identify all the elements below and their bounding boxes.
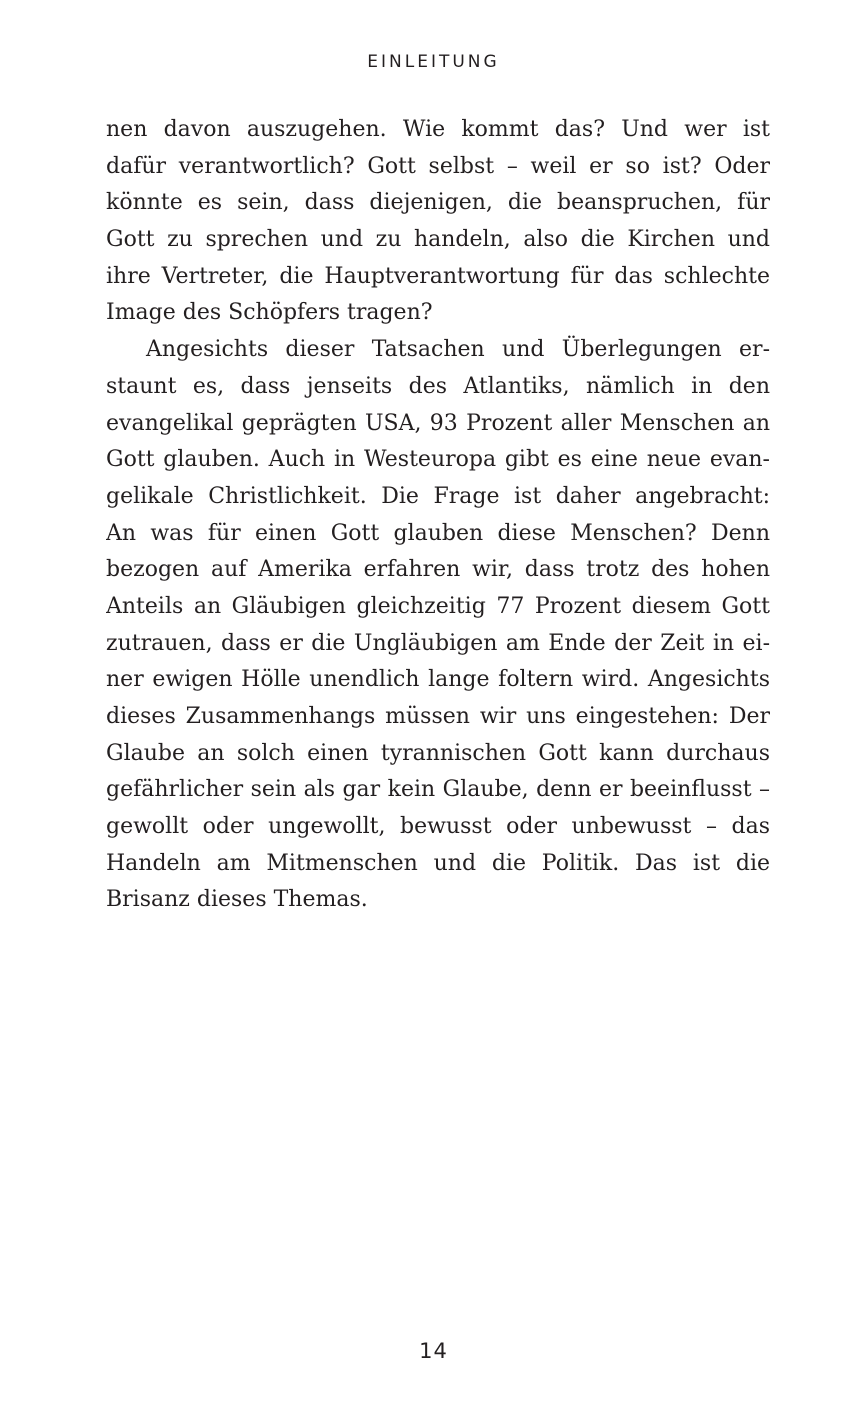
text-line: nen davon auszugehen. Wie kommt das? Und wer ist xyxy=(106,117,770,142)
paragraph-1 xyxy=(106,112,770,332)
paragraph-2 xyxy=(106,332,770,919)
text-line: An was für einen Gott glauben diese Menschen? Denn xyxy=(106,520,770,546)
text-line: dafür verantwortlich? Gott selbst – weil er so ist? Oder xyxy=(106,153,770,179)
text-line: Gott zu sprechen und zu handeln, also die Kirchen und xyxy=(106,227,770,253)
text-line: gewollt oder ungewollt, bewusst oder unbewusst – das xyxy=(106,814,770,840)
text-line: Gott glauben. Auch in Westeuropa gibt es eine neue evan- xyxy=(106,447,770,473)
text-line: Glaube an solch einen tyrannischen Gott kann durchaus xyxy=(106,740,770,766)
text-line: gefährlicher sein als gar kein Glaube, denn er beeinflusst – xyxy=(106,777,770,803)
text-line: staunt es, dass jenseits des Atlantiks, nämlich in den xyxy=(106,373,770,399)
text-line: Image des Schöpfers tragen? xyxy=(106,300,433,326)
text-line: Anteils an Gläubigen gleichzeitig 77 Prozent diesem Gott xyxy=(106,593,770,619)
running-head: EINLEITUNG xyxy=(367,52,500,72)
text-line: gelikale Christlichkeit. Die Frage ist daher angebracht: xyxy=(106,483,770,509)
text-line: ihre Vertreter, die Hauptverantwortung für das schlechte xyxy=(106,263,770,289)
body-text xyxy=(106,112,770,919)
text-line: dieses Zusammenhangs müssen wir uns eingestehen: Der xyxy=(106,704,770,729)
text-line: Angesichts dieser Tatsachen und Überlegungen er- xyxy=(146,337,770,363)
text-line: ner ewigen Hölle unendlich lange foltern wird. Angesichts xyxy=(106,667,770,693)
text-line: könnte es sein, dass diejenigen, die beanspruchen, für xyxy=(106,190,770,216)
text-line: Brisanz dieses Themas. xyxy=(106,887,368,913)
text-line: zutrauen, dass er die Ungläubigen am Ende der Zeit in ei- xyxy=(106,630,770,656)
text-line: evangelikal geprägten USA, 93 Prozent aller Menschen an xyxy=(106,410,770,436)
page-number: 14 xyxy=(419,1339,448,1363)
text-line: Handeln am Mitmenschen und die Politik. Das ist die xyxy=(106,850,770,876)
text-line: bezogen auf Amerika erfahren wir, dass trotz des hohen xyxy=(106,557,770,583)
